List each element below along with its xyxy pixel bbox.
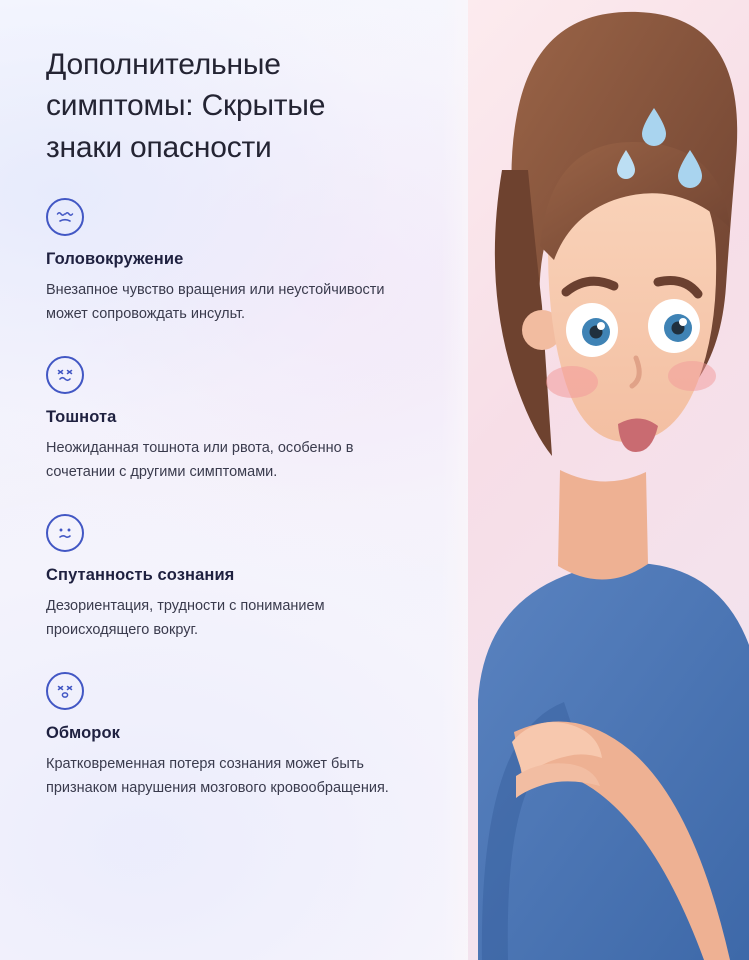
- dizzy-face-icon: [46, 198, 84, 236]
- symptom-title: Тошнота: [46, 408, 117, 427]
- symptom-item: [46, 514, 424, 642]
- symptom-description: Неожиданная тошнота или рвота, особенно в сочетании с другими симптомами.: [46, 440, 354, 480]
- symptom-description: Кратковременная потеря сознания может быть признаком нарушения мозгового кровообращения.: [46, 756, 389, 796]
- symptom-item: [46, 672, 424, 800]
- symptom-item: [46, 198, 424, 326]
- worried-woman-illustration: [468, 0, 749, 960]
- illustration-panel: [468, 0, 749, 960]
- confused-face-icon: [46, 514, 84, 552]
- symptom-title: Головокружение: [46, 250, 184, 269]
- symptom-description: Дезориентация, трудности с пониманием происходящего вокруг.: [46, 598, 325, 638]
- symptom-title: Спутанность сознания: [46, 566, 235, 585]
- knocked-out-face-icon: [46, 672, 84, 710]
- page-title: Дополнительные симптомы: Скрытые знаки опасности: [46, 48, 326, 164]
- symptom-item: [46, 356, 424, 484]
- nauseated-face-icon: [46, 356, 84, 394]
- symptom-title: Обморок: [46, 724, 120, 743]
- symptom-description: Внезапное чувство вращения или неустойчивости может сопровождать инсульт.: [46, 282, 385, 322]
